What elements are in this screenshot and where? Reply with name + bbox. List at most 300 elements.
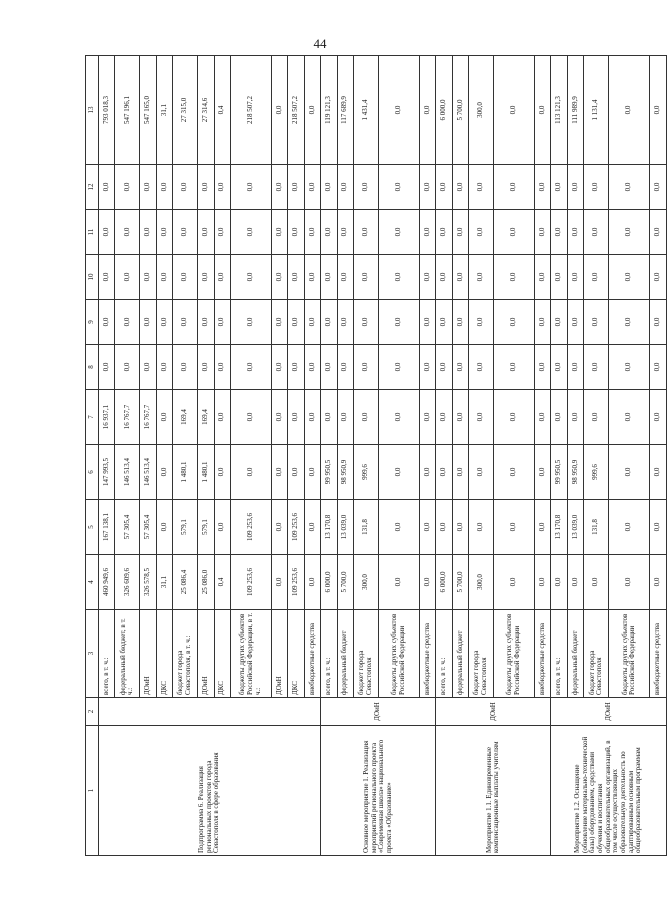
table-row (321, 56, 337, 856)
value-cell: 31,1 (156, 555, 172, 610)
funding-source: внебюджетные средства (419, 610, 435, 698)
value-cell: 0,0 (271, 300, 287, 345)
funding-source: внебюджетные средства (304, 610, 320, 698)
value-cell: 131,8 (353, 500, 378, 555)
value-cell: 0,0 (494, 345, 535, 390)
value-cell: 0,0 (321, 300, 337, 345)
funding-source: всего, в т. ч.: (99, 610, 115, 698)
value-cell: 0,0 (609, 445, 650, 500)
value-cell: 0,0 (452, 390, 468, 445)
value-cell: 117 689,9 (337, 56, 353, 165)
value-cell: 0,0 (535, 445, 551, 500)
value-cell: 5 700,0 (452, 555, 468, 610)
funding-source: ДОиН (271, 610, 287, 698)
value-cell: 98 950,9 (567, 445, 583, 500)
value-cell: 0,0 (156, 165, 172, 210)
value-cell: 0,0 (271, 210, 287, 255)
value-cell: 0,0 (230, 390, 271, 445)
value-cell: 0,0 (378, 345, 419, 390)
column-header: 11 (86, 210, 99, 255)
value-cell: 27 314,6 (198, 56, 214, 165)
value-cell: 99 950,5 (551, 445, 567, 500)
group-executor (99, 698, 321, 726)
value-cell: 0,0 (230, 255, 271, 300)
value-cell: 0,0 (494, 210, 535, 255)
value-cell: 300,0 (353, 555, 378, 610)
header-row (86, 56, 99, 856)
value-cell: 0,0 (214, 210, 230, 255)
value-cell: 0,0 (156, 300, 172, 345)
value-cell: 0,0 (584, 165, 609, 210)
value-cell: 0,0 (288, 445, 304, 500)
value-cell: 0,0 (198, 300, 214, 345)
value-cell: 0,0 (230, 300, 271, 345)
value-cell: 0,0 (271, 255, 287, 300)
value-cell: 0,0 (271, 445, 287, 500)
value-cell: 0,0 (99, 255, 115, 300)
value-cell: 111 989,9 (567, 56, 583, 165)
value-cell: 579,1 (173, 500, 198, 555)
value-cell: 0,4 (214, 56, 230, 165)
value-cell: 0,0 (353, 390, 378, 445)
value-cell: 0,0 (650, 300, 666, 345)
value-cell: 0,0 (173, 255, 198, 300)
value-cell: 0,0 (378, 445, 419, 500)
funding-source: федеральный бюджет (337, 610, 353, 698)
value-cell: 0,0 (650, 390, 666, 445)
value-cell: 0,0 (469, 165, 494, 210)
value-cell: 0,0 (494, 555, 535, 610)
value-cell: 5 700,0 (337, 555, 353, 610)
value-cell: 0,0 (609, 255, 650, 300)
funding-source: бюджет города Севастополя (584, 610, 609, 698)
value-cell: 146 513,4 (140, 445, 156, 500)
value-cell: 0,0 (469, 390, 494, 445)
value-cell: 0,0 (173, 300, 198, 345)
value-cell: 0,0 (378, 255, 419, 300)
value-cell: 169,4 (198, 390, 214, 445)
value-cell: 0,0 (304, 210, 320, 255)
value-cell: 0,0 (436, 390, 452, 445)
value-cell: 0,0 (419, 165, 435, 210)
value-cell: 0,0 (304, 390, 320, 445)
value-cell: 0,0 (378, 390, 419, 445)
funding-source: федеральный бюджет, в т. ч.: (115, 610, 140, 698)
value-cell: 0,0 (535, 210, 551, 255)
value-cell: 0,0 (304, 345, 320, 390)
value-cell: 16 937,1 (99, 390, 115, 445)
value-cell: 0,0 (535, 56, 551, 165)
value-cell: 0,0 (584, 255, 609, 300)
funding-source: внебюджетные средства (535, 610, 551, 698)
funding-source: ДОиН (198, 610, 214, 698)
value-cell: 0,0 (584, 555, 609, 610)
value-cell: 0,0 (156, 500, 172, 555)
value-cell: 0,0 (650, 165, 666, 210)
funding-source: ДОиН (140, 610, 156, 698)
value-cell: 0,0 (551, 255, 567, 300)
value-cell: 0,0 (436, 300, 452, 345)
column-header: 8 (86, 345, 99, 390)
value-cell: 0,0 (156, 445, 172, 500)
value-cell: 0,0 (419, 390, 435, 445)
value-cell: 0,0 (567, 255, 583, 300)
value-cell: 0,0 (304, 165, 320, 210)
value-cell: 119 121,3 (321, 56, 337, 165)
value-cell: 0,0 (271, 500, 287, 555)
value-cell: 0,0 (567, 300, 583, 345)
value-cell: 109 253,6 (288, 555, 304, 610)
value-cell: 0,0 (551, 390, 567, 445)
value-cell: 0,0 (353, 345, 378, 390)
value-cell: 99 950,5 (321, 445, 337, 500)
column-header: 9 (86, 300, 99, 345)
value-cell: 0,0 (452, 255, 468, 300)
value-cell: 0,0 (353, 255, 378, 300)
value-cell: 0,0 (609, 300, 650, 345)
value-cell: 25 086,4 (173, 555, 198, 610)
value-cell: 0,0 (173, 345, 198, 390)
table-row (436, 56, 452, 856)
value-cell: 0,0 (156, 390, 172, 445)
value-cell: 0,0 (321, 390, 337, 445)
value-cell: 1 131,4 (584, 56, 609, 165)
funding-source: бюджеты других субъектов Российской Федерации (378, 610, 419, 698)
value-cell: 0,0 (288, 255, 304, 300)
value-cell: 999,6 (353, 445, 378, 500)
value-cell: 0,0 (304, 255, 320, 300)
value-cell: 0,0 (551, 210, 567, 255)
funding-source: ДКС (214, 610, 230, 698)
value-cell: 0,0 (337, 210, 353, 255)
funding-source: ДКС (288, 610, 304, 698)
column-header: 12 (86, 165, 99, 210)
value-cell: 16 767,7 (115, 390, 140, 445)
value-cell: 13 170,8 (321, 500, 337, 555)
value-cell: 0,0 (584, 390, 609, 445)
value-cell: 0,0 (230, 165, 271, 210)
value-cell: 109 253,6 (230, 555, 271, 610)
value-cell: 0,0 (535, 390, 551, 445)
value-cell: 793 018,3 (99, 56, 115, 165)
value-cell: 0,0 (567, 390, 583, 445)
value-cell: 0,0 (452, 300, 468, 345)
value-cell: 0,0 (337, 390, 353, 445)
funding-source: бюджет города Севастополя, в т. ч.: (173, 610, 198, 698)
value-cell: 0,0 (551, 555, 567, 610)
value-cell: 0,0 (156, 210, 172, 255)
value-cell: 0,0 (469, 500, 494, 555)
value-cell: 0,0 (353, 210, 378, 255)
value-cell: 0,0 (650, 500, 666, 555)
column-header: 10 (86, 255, 99, 300)
value-cell: 167 138,1 (99, 500, 115, 555)
column-header: 3 (86, 610, 99, 698)
value-cell: 0,0 (304, 445, 320, 500)
budget-table (85, 55, 667, 856)
rotated-table-wrapper (85, 56, 662, 856)
value-cell: 0,0 (353, 300, 378, 345)
group-title: Мероприятие 1.1. Единовременные компенсационные выплаты учителям (436, 726, 551, 856)
value-cell: 0,0 (321, 255, 337, 300)
value-cell: 0,0 (99, 165, 115, 210)
value-cell: 0,0 (140, 255, 156, 300)
value-cell: 0,0 (321, 165, 337, 210)
value-cell: 0,0 (214, 445, 230, 500)
value-cell: 0,0 (436, 345, 452, 390)
value-cell: 0,0 (378, 210, 419, 255)
value-cell: 0,0 (452, 165, 468, 210)
group-title: Основное мероприятие 1. Реализация мероприятий регионального проекта «Современная школа» национального проекта «Образование» (321, 726, 436, 856)
value-cell: 300,0 (469, 56, 494, 165)
value-cell: 0,0 (271, 390, 287, 445)
funding-source: бюджет города Севастополя (353, 610, 378, 698)
value-cell: 0,0 (140, 345, 156, 390)
value-cell: 0,0 (378, 555, 419, 610)
value-cell: 0,0 (452, 500, 468, 555)
value-cell: 13 170,8 (551, 500, 567, 555)
value-cell: 113 121,3 (551, 56, 567, 165)
value-cell: 1 480,1 (173, 445, 198, 500)
value-cell: 0,0 (436, 500, 452, 555)
value-cell: 0,0 (337, 165, 353, 210)
value-cell: 0,0 (115, 210, 140, 255)
value-cell: 999,6 (584, 445, 609, 500)
value-cell: 0,0 (584, 345, 609, 390)
value-cell: 25 086,0 (198, 555, 214, 610)
value-cell: 0,0 (99, 300, 115, 345)
value-cell: 0,0 (156, 255, 172, 300)
value-cell: 0,0 (609, 210, 650, 255)
funding-source: всего, в т. ч.: (551, 610, 567, 698)
value-cell: 0,0 (337, 300, 353, 345)
value-cell: 0,0 (567, 210, 583, 255)
value-cell: 57 305,4 (140, 500, 156, 555)
value-cell: 0,0 (584, 300, 609, 345)
value-cell: 0,0 (567, 165, 583, 210)
value-cell: 0,0 (419, 500, 435, 555)
value-cell: 0,0 (551, 165, 567, 210)
value-cell: 0,0 (419, 255, 435, 300)
value-cell: 109 253,6 (230, 500, 271, 555)
funding-source: федеральный бюджет (567, 610, 583, 698)
value-cell: 0,0 (198, 210, 214, 255)
group-executor: ДОиН (321, 698, 436, 726)
value-cell: 0,0 (419, 345, 435, 390)
funding-source: ДКС (156, 610, 172, 698)
value-cell: 0,0 (198, 255, 214, 300)
value-cell: 0,0 (214, 255, 230, 300)
value-cell: 0,0 (535, 500, 551, 555)
value-cell: 0,0 (304, 56, 320, 165)
value-cell: 0,0 (469, 210, 494, 255)
value-cell: 0,0 (436, 445, 452, 500)
value-cell: 0,0 (419, 445, 435, 500)
value-cell: 0,0 (452, 210, 468, 255)
value-cell: 0,0 (419, 210, 435, 255)
column-header: 1 (86, 726, 99, 856)
table-row (99, 56, 115, 856)
value-cell: 0,0 (551, 345, 567, 390)
column-header: 4 (86, 555, 99, 610)
value-cell: 0,0 (494, 56, 535, 165)
funding-source: бюджеты других субъектов Российской Федерации (494, 610, 535, 698)
value-cell: 0,0 (609, 165, 650, 210)
value-cell: 0,0 (173, 165, 198, 210)
value-cell: 0,0 (650, 56, 666, 165)
value-cell: 0,0 (567, 345, 583, 390)
value-cell: 0,0 (337, 255, 353, 300)
value-cell: 13 039,0 (337, 500, 353, 555)
table-frame (85, 56, 662, 856)
table-body (86, 56, 667, 856)
value-cell: 0,0 (419, 56, 435, 165)
value-cell: 0,0 (288, 345, 304, 390)
value-cell: 0,0 (535, 255, 551, 300)
value-cell: 218 507,2 (230, 56, 271, 165)
value-cell: 5 700,0 (452, 56, 468, 165)
value-cell: 0,0 (230, 445, 271, 500)
value-cell: 0,0 (214, 300, 230, 345)
value-cell: 0,0 (469, 345, 494, 390)
column-header: 6 (86, 445, 99, 500)
value-cell: 131,8 (584, 500, 609, 555)
value-cell: 0,0 (535, 165, 551, 210)
value-cell: 460 949,6 (99, 555, 115, 610)
value-cell: 0,0 (230, 345, 271, 390)
group-executor: ДОиН (551, 698, 666, 726)
value-cell: 0,0 (304, 500, 320, 555)
value-cell: 0,0 (584, 210, 609, 255)
funding-source: бюджет города Севастополя (469, 610, 494, 698)
column-header: 7 (86, 390, 99, 445)
value-cell: 0,0 (469, 255, 494, 300)
value-cell: 98 950,9 (337, 445, 353, 500)
value-cell: 0,0 (378, 500, 419, 555)
group-executor: ДОиН (436, 698, 551, 726)
value-cell: 0,0 (436, 255, 452, 300)
value-cell: 0,0 (288, 390, 304, 445)
value-cell: 13 039,0 (567, 500, 583, 555)
value-cell: 147 993,5 (99, 445, 115, 500)
funding-source: всего, в т. ч.: (321, 610, 337, 698)
value-cell: 0,0 (378, 56, 419, 165)
value-cell: 0,0 (173, 210, 198, 255)
value-cell: 0,0 (494, 445, 535, 500)
value-cell: 0,0 (494, 500, 535, 555)
value-cell: 0,0 (288, 165, 304, 210)
value-cell: 0,0 (494, 390, 535, 445)
value-cell: 300,0 (469, 555, 494, 610)
value-cell: 0,0 (378, 300, 419, 345)
value-cell: 0,0 (650, 445, 666, 500)
value-cell: 0,0 (115, 345, 140, 390)
value-cell: 0,0 (469, 445, 494, 500)
value-cell: 0,0 (115, 255, 140, 300)
value-cell: 109 253,6 (288, 500, 304, 555)
value-cell: 0,0 (535, 345, 551, 390)
funding-source: внебюджетные средства (650, 610, 666, 698)
value-cell: 0,0 (494, 300, 535, 345)
value-cell: 0,0 (214, 165, 230, 210)
value-cell: 0,0 (321, 210, 337, 255)
value-cell: 27 315,0 (173, 56, 198, 165)
value-cell: 0,0 (271, 165, 287, 210)
value-cell: 0,0 (214, 345, 230, 390)
value-cell: 0,0 (609, 390, 650, 445)
value-cell: 0,0 (115, 300, 140, 345)
value-cell: 0,0 (378, 165, 419, 210)
value-cell: 0,0 (650, 555, 666, 610)
value-cell: 0,0 (452, 445, 468, 500)
value-cell: 0,0 (650, 345, 666, 390)
page-number: 44 (313, 36, 327, 51)
value-cell: 0,0 (419, 555, 435, 610)
value-cell: 0,0 (214, 500, 230, 555)
value-cell: 6 000,0 (321, 555, 337, 610)
value-cell: 0,0 (304, 300, 320, 345)
value-cell: 0,0 (288, 210, 304, 255)
value-cell: 547 165,0 (140, 56, 156, 165)
value-cell: 0,0 (337, 345, 353, 390)
value-cell: 0,0 (115, 165, 140, 210)
value-cell: 0,0 (494, 165, 535, 210)
value-cell: 0,0 (609, 345, 650, 390)
value-cell: 1 431,4 (353, 56, 378, 165)
value-cell: 0,0 (436, 165, 452, 210)
value-cell: 0,0 (609, 555, 650, 610)
value-cell: 0,0 (288, 300, 304, 345)
value-cell: 6 000,0 (436, 56, 452, 165)
value-cell: 0,0 (271, 555, 287, 610)
funding-source: бюджеты других субъектов Российской Федерации (609, 610, 650, 698)
value-cell: 218 507,2 (288, 56, 304, 165)
column-header: 13 (86, 56, 99, 165)
value-cell: 57 305,4 (115, 500, 140, 555)
value-cell: 0,0 (419, 300, 435, 345)
value-cell: 0,0 (230, 210, 271, 255)
value-cell: 169,4 (173, 390, 198, 445)
value-cell: 0,0 (140, 165, 156, 210)
value-cell: 0,0 (99, 210, 115, 255)
value-cell: 579,1 (198, 500, 214, 555)
value-cell: 0,0 (304, 555, 320, 610)
value-cell: 0,0 (650, 210, 666, 255)
value-cell: 0,0 (156, 345, 172, 390)
value-cell: 0,4 (214, 555, 230, 610)
value-cell: 0,0 (214, 390, 230, 445)
value-cell: 0,0 (271, 345, 287, 390)
value-cell: 0,0 (140, 210, 156, 255)
value-cell: 326 578,5 (140, 555, 156, 610)
value-cell: 0,0 (436, 210, 452, 255)
value-cell: 0,0 (567, 555, 583, 610)
column-header: 5 (86, 500, 99, 555)
value-cell: 0,0 (271, 56, 287, 165)
value-cell: 0,0 (535, 300, 551, 345)
value-cell: 0,0 (551, 300, 567, 345)
funding-source: всего, в т. ч.: (436, 610, 452, 698)
funding-source: бюджеты других субъектов Российской Федерации, в т. ч.: (230, 610, 271, 698)
value-cell: 1 480,1 (198, 445, 214, 500)
value-cell: 0,0 (140, 300, 156, 345)
value-cell: 0,0 (321, 345, 337, 390)
value-cell: 0,0 (198, 165, 214, 210)
value-cell: 0,0 (650, 255, 666, 300)
value-cell: 0,0 (99, 345, 115, 390)
value-cell: 31,1 (156, 56, 172, 165)
value-cell: 0,0 (198, 345, 214, 390)
